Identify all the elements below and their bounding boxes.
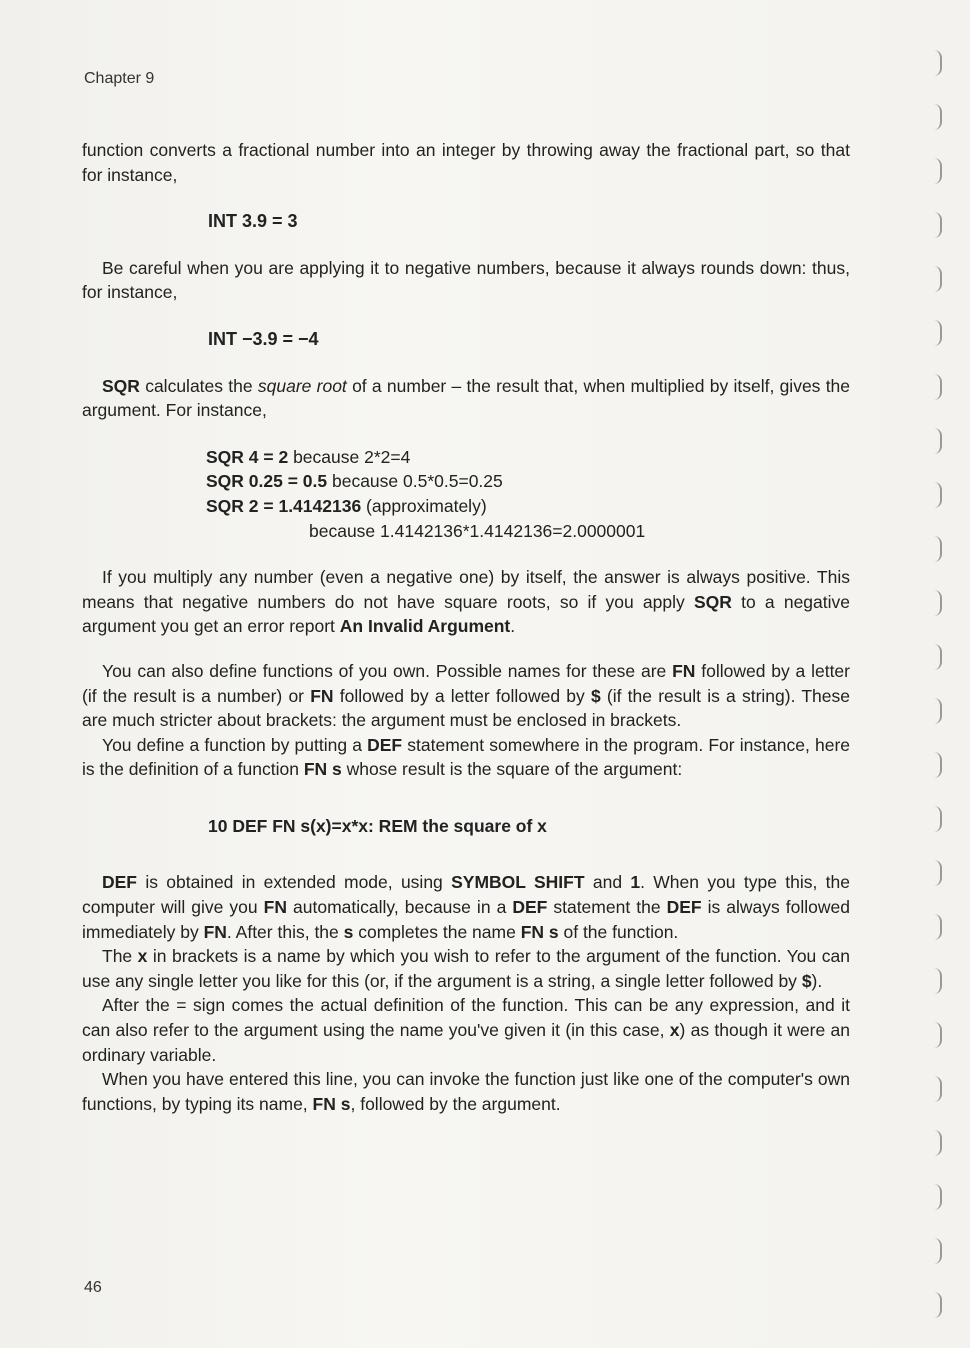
- page-content: [82, 138, 850, 1116]
- paragraph-invoke-function: When you have entered this line, you can invoke the function just like one of the computer's own functions, by typing its name, FN s, followed by the argument.: [82, 1069, 850, 1114]
- sqr-example-2-check: because 1.4142136*1.4142136=2.0000001: [309, 520, 646, 541]
- sqr-example-025: SQR 0.25 = 0.5 because 0.5*0.5=0.25: [206, 471, 503, 492]
- page-number: 46: [84, 1279, 102, 1296]
- paragraph-def-entry: DEF is obtained in extended mode, using SYMBOL SHIFT and 1. When you type this, the computer will give you FN automatically, because in a DEF statement the DEF is always followed immediately by FN. After this, the s completes the name FN s of the function.: [82, 872, 850, 942]
- term-square-root: square root: [257, 375, 347, 396]
- paragraph-int-intro: function converts a fractional number into an integer by throwing away the fractional part, so that for instance,: [82, 140, 850, 185]
- paragraph-define-functions: You can also define functions of you own. Possible names for these are FN followed by a letter (if the result is a number) or FN followed by a letter followed by $ (if the result is a string). These are much stricter about brackets: the argument must be enclosed in brackets.: [82, 660, 850, 731]
- formula-int-positive: INT 3.9 = 3: [208, 211, 298, 232]
- paragraph-negative-warning: Be careful when you are applying it to negative numbers, because it always rounds down: thus, for instance,: [82, 257, 850, 303]
- paragraph-definition-expression: After the = sign comes the actual definition of the function. This can be any expression, and it can also refer to the argument using the name you've given it (in this case, x) as though it were an ordinary variable.: [82, 995, 850, 1065]
- chapter-heading: Chapter 9: [84, 70, 155, 87]
- sqr-examples: [82, 445, 850, 543]
- sqr-example-4: SQR 4 = 2 because 2*2=4: [206, 446, 411, 467]
- keyword-sqr: SQR: [102, 375, 140, 396]
- paragraph-def-statement: You define a function by putting a DEF statement somewhere in the program. For instance, here is the definition of a function FN s whose result is the square of the argument:: [82, 734, 850, 780]
- paragraph-argument-name: The x in brackets is a name by which you wish to refer to the argument of the function. You can use any single letter you like for this (or, if the argument is a string, a single letter followed by $).: [82, 946, 850, 991]
- paragraph-negative-sqr: If you multiply any number (even a negative one) by itself, the answer is always positive. This means that negative numbers do not have square roots, so if you apply SQR to a negative argument you get an error report An Invalid Argument.: [82, 567, 850, 637]
- formula-int-negative: INT −3.9 = −4: [208, 328, 319, 349]
- error-report-name: An Invalid Argument: [339, 616, 511, 637]
- code-def-fn: 10 DEF FN s(x)=x*x: REM the square of x: [208, 815, 547, 836]
- spiral-binding-marks: [926, 40, 942, 1330]
- paragraph-sqr-intro: SQR calculates the square root of a number – the result that, when multiplied by itself, gives the argument. For instance,: [82, 375, 851, 421]
- sqr-example-2: SQR 2 = 1.4142136 (approximately): [206, 495, 487, 516]
